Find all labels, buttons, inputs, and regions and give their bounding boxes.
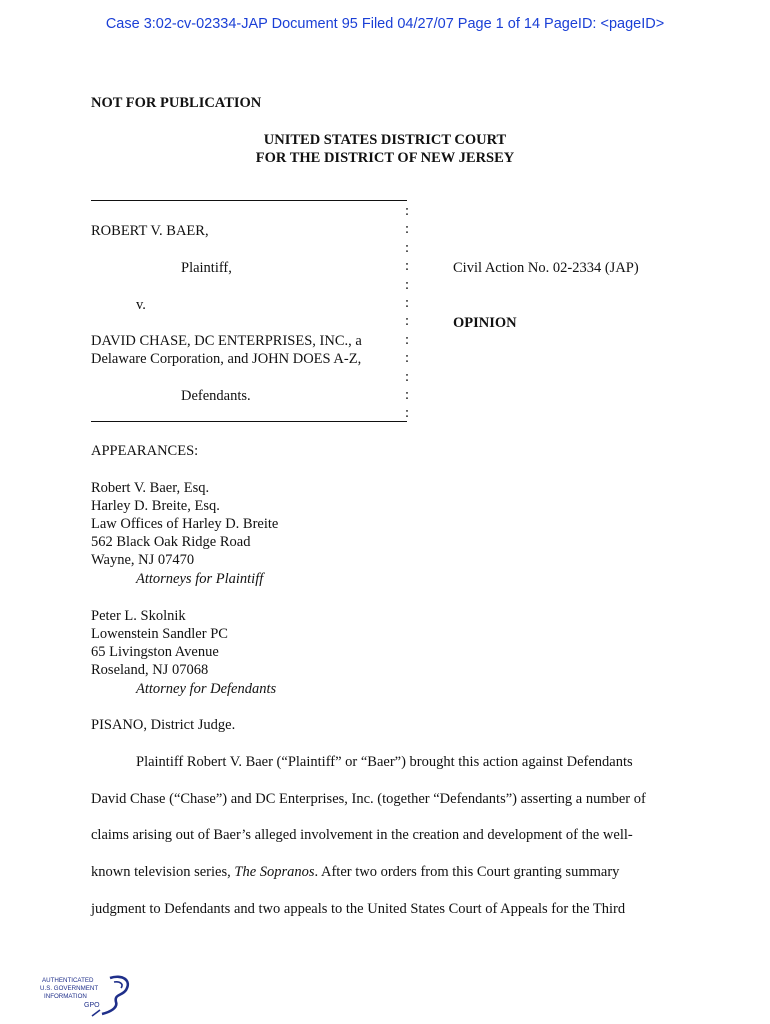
counsel-line: Wayne, NJ 07470 [91, 552, 195, 568]
publication-note: NOT FOR PUBLICATION [91, 95, 262, 111]
body-line [91, 863, 619, 881]
caption-colon: : [405, 221, 410, 238]
caption-colon: : [405, 239, 410, 256]
gpo-eagle-icon [40, 972, 140, 1018]
seal-text: INFORMATION [44, 993, 87, 1000]
counsel-line: Lowenstein Sandler PC [91, 626, 228, 642]
caption-bottom-rule [91, 421, 407, 422]
caption-colon: : [405, 313, 410, 330]
counsel-line: 562 Black Oak Ridge Road [91, 534, 251, 550]
body-text: . After two orders from this Court granting summary [314, 864, 620, 880]
court-name-line2: FOR THE DISTRICT OF NEW JERSEY [255, 150, 515, 166]
plaintiff-name: ROBERT V. BAER, [91, 223, 209, 239]
body-line: claims arising out of Baer’s alleged involvement in the creation and development of the well- [91, 827, 633, 843]
body-text: known television series, [91, 864, 235, 880]
counsel-line: 65 Livingston Avenue [91, 644, 219, 660]
counsel-line: Peter L. Skolnik [91, 608, 186, 624]
show-title: The Sopranos [234, 864, 315, 880]
caption-colon: : [405, 350, 410, 367]
defendants-line1: DAVID CHASE, DC ENTERPRISES, INC., a [91, 333, 362, 349]
judge-line: PISANO, District Judge. [91, 717, 236, 733]
counsel-line: Robert V. Baer, Esq. [91, 480, 210, 496]
counsel-role-plaintiff: Attorneys for Plaintiff [136, 571, 264, 587]
caption-colon: : [405, 258, 410, 275]
caption-colon: : [405, 387, 410, 404]
body-line: David Chase (“Chase”) and DC Enterprises, Inc. (together “Defendants”) asserting a number of [91, 791, 646, 807]
counsel-line: Harley D. Breite, Esq. [91, 498, 220, 514]
seal-text: AUTHENTICATED [42, 977, 94, 984]
gpo-authentication-seal [40, 972, 140, 1018]
defendants-line2: Delaware Corporation, and JOHN DOES A-Z, [91, 351, 362, 367]
caption-colon: : [405, 405, 410, 422]
seal-text: GPO [84, 1002, 100, 1009]
appearances-heading: APPEARANCES: [91, 443, 199, 459]
caption-colon-column [405, 202, 415, 423]
docket-header: Case 3:02-cv-02334-JAP Document 95 Filed 04/27/07 Page 1 of 14 PageID: <pageID> [105, 16, 665, 32]
caption-top-rule [91, 200, 407, 201]
opinion-label: OPINION [453, 315, 517, 331]
court-name-line1: UNITED STATES DISTRICT COURT [263, 132, 507, 148]
seal-text: U.S. GOVERNMENT [40, 985, 99, 992]
plaintiff-role: Plaintiff, [181, 260, 232, 276]
defendants-role: Defendants. [181, 388, 251, 404]
versus: v. [136, 297, 146, 313]
counsel-line: Roseland, NJ 07068 [91, 662, 209, 678]
caption-colon: : [405, 368, 410, 385]
counsel-role-defendants: Attorney for Defendants [136, 681, 277, 697]
body-line: judgment to Defendants and two appeals to the United States Court of Appeals for the Third [91, 901, 626, 917]
caption-colon: : [405, 203, 410, 219]
civil-action-number: Civil Action No. 02-2334 (JAP) [453, 260, 639, 276]
caption-colon: : [405, 276, 410, 293]
counsel-line: Law Offices of Harley D. Breite [91, 516, 279, 532]
body-line: Plaintiff Robert V. Baer (“Plaintiff” or “Baer”) brought this action against Defendants [136, 754, 633, 770]
caption-colon: : [405, 331, 410, 348]
caption-colon: : [405, 295, 410, 312]
